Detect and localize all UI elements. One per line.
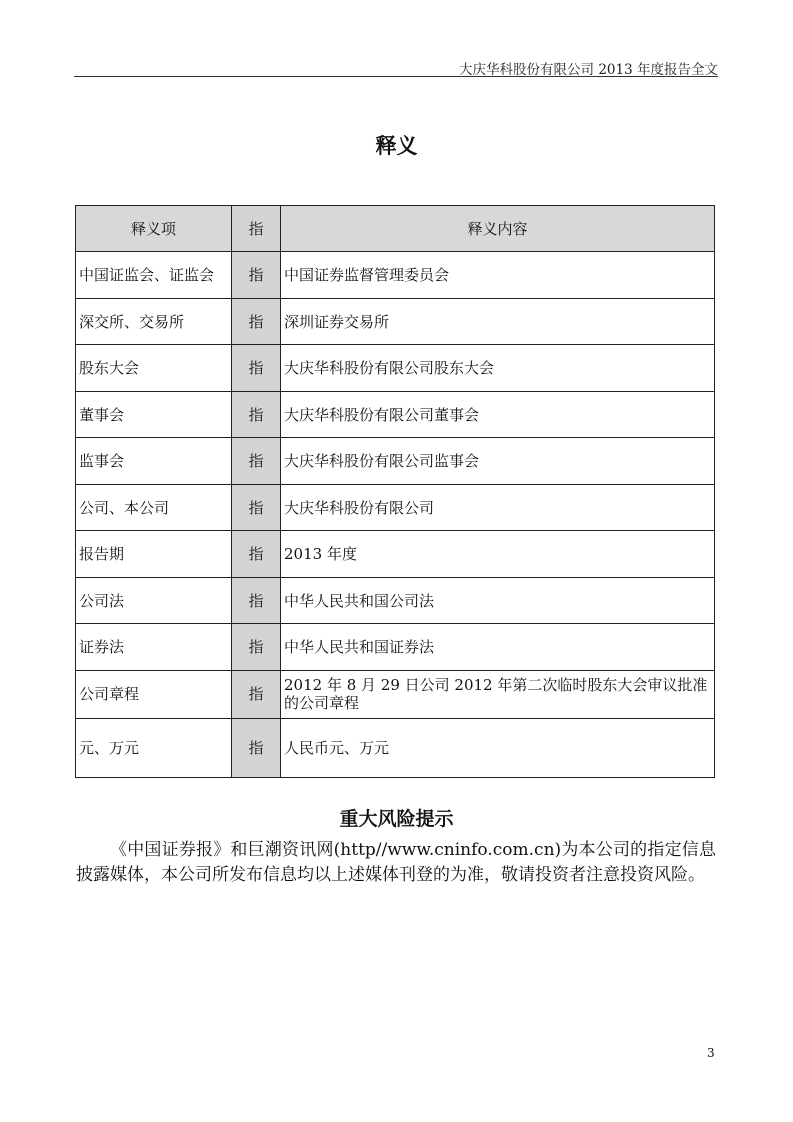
table-row [76,345,715,392]
row-definition: 中华人民共和国公司法 [281,577,715,624]
row-term: 监事会 [76,438,232,485]
row-definition: 中国证券监督管理委员会 [281,252,715,299]
row-definition: 2012 年 8 月 29 日公司 2012 年第二次临时股东大会审议批准的公司章程 [281,670,715,718]
row-zhi: 指 [232,298,281,345]
table-row [76,577,715,624]
row-zhi: 指 [232,345,281,392]
row-term: 深交所、交易所 [76,298,232,345]
row-zhi: 指 [232,484,281,531]
row-definition: 大庆华科股份有限公司股东大会 [281,345,715,392]
page-number: 3 [707,1046,715,1060]
risk-paragraph: 《中国证券报》和巨潮资讯网(http//www.cninfo.com.cn)为本公司的指定信息披露媒体，本公司所发布信息均以上述媒体刊登的为准，敬请投资者注意投资风险。 [76,840,716,885]
table-row [76,531,715,578]
row-zhi: 指 [232,577,281,624]
table-row [76,484,715,531]
table-header-row [76,206,715,252]
row-term: 元、万元 [76,718,232,777]
page-header: 大庆华科股份有限公司 2013 年度报告全文 [459,62,718,78]
page-title: 释义 [375,134,418,158]
row-zhi: 指 [232,252,281,299]
header-zhi: 指 [232,206,281,252]
row-definition: 深圳证券交易所 [281,298,715,345]
row-definition: 大庆华科股份有限公司董事会 [281,391,715,438]
table-row [76,670,715,718]
header-term: 释义项 [76,206,232,252]
table-row [76,624,715,671]
row-term: 公司、本公司 [76,484,232,531]
header-divider [74,76,718,77]
row-term: 公司章程 [76,670,232,718]
row-term: 股东大会 [76,345,232,392]
row-zhi: 指 [232,531,281,578]
table-row [76,298,715,345]
row-zhi: 指 [232,438,281,485]
risk-section-title: 重大风险提示 [339,808,454,830]
table-row [76,252,715,299]
header-definition: 释义内容 [281,206,715,252]
row-term: 证券法 [76,624,232,671]
table-row [76,718,715,777]
table-row [76,391,715,438]
row-zhi: 指 [232,718,281,777]
row-definition: 中华人民共和国证券法 [281,624,715,671]
row-term: 董事会 [76,391,232,438]
table-row [76,438,715,485]
row-zhi: 指 [232,670,281,718]
row-term: 中国证监会、证监会 [76,252,232,299]
glossary-table [75,205,715,778]
row-zhi: 指 [232,391,281,438]
row-term: 报告期 [76,531,232,578]
row-definition: 大庆华科股份有限公司监事会 [281,438,715,485]
row-definition: 大庆华科股份有限公司 [281,484,715,531]
row-term: 公司法 [76,577,232,624]
row-definition: 2013 年度 [281,531,715,578]
row-zhi: 指 [232,624,281,671]
row-definition: 人民币元、万元 [281,718,715,777]
